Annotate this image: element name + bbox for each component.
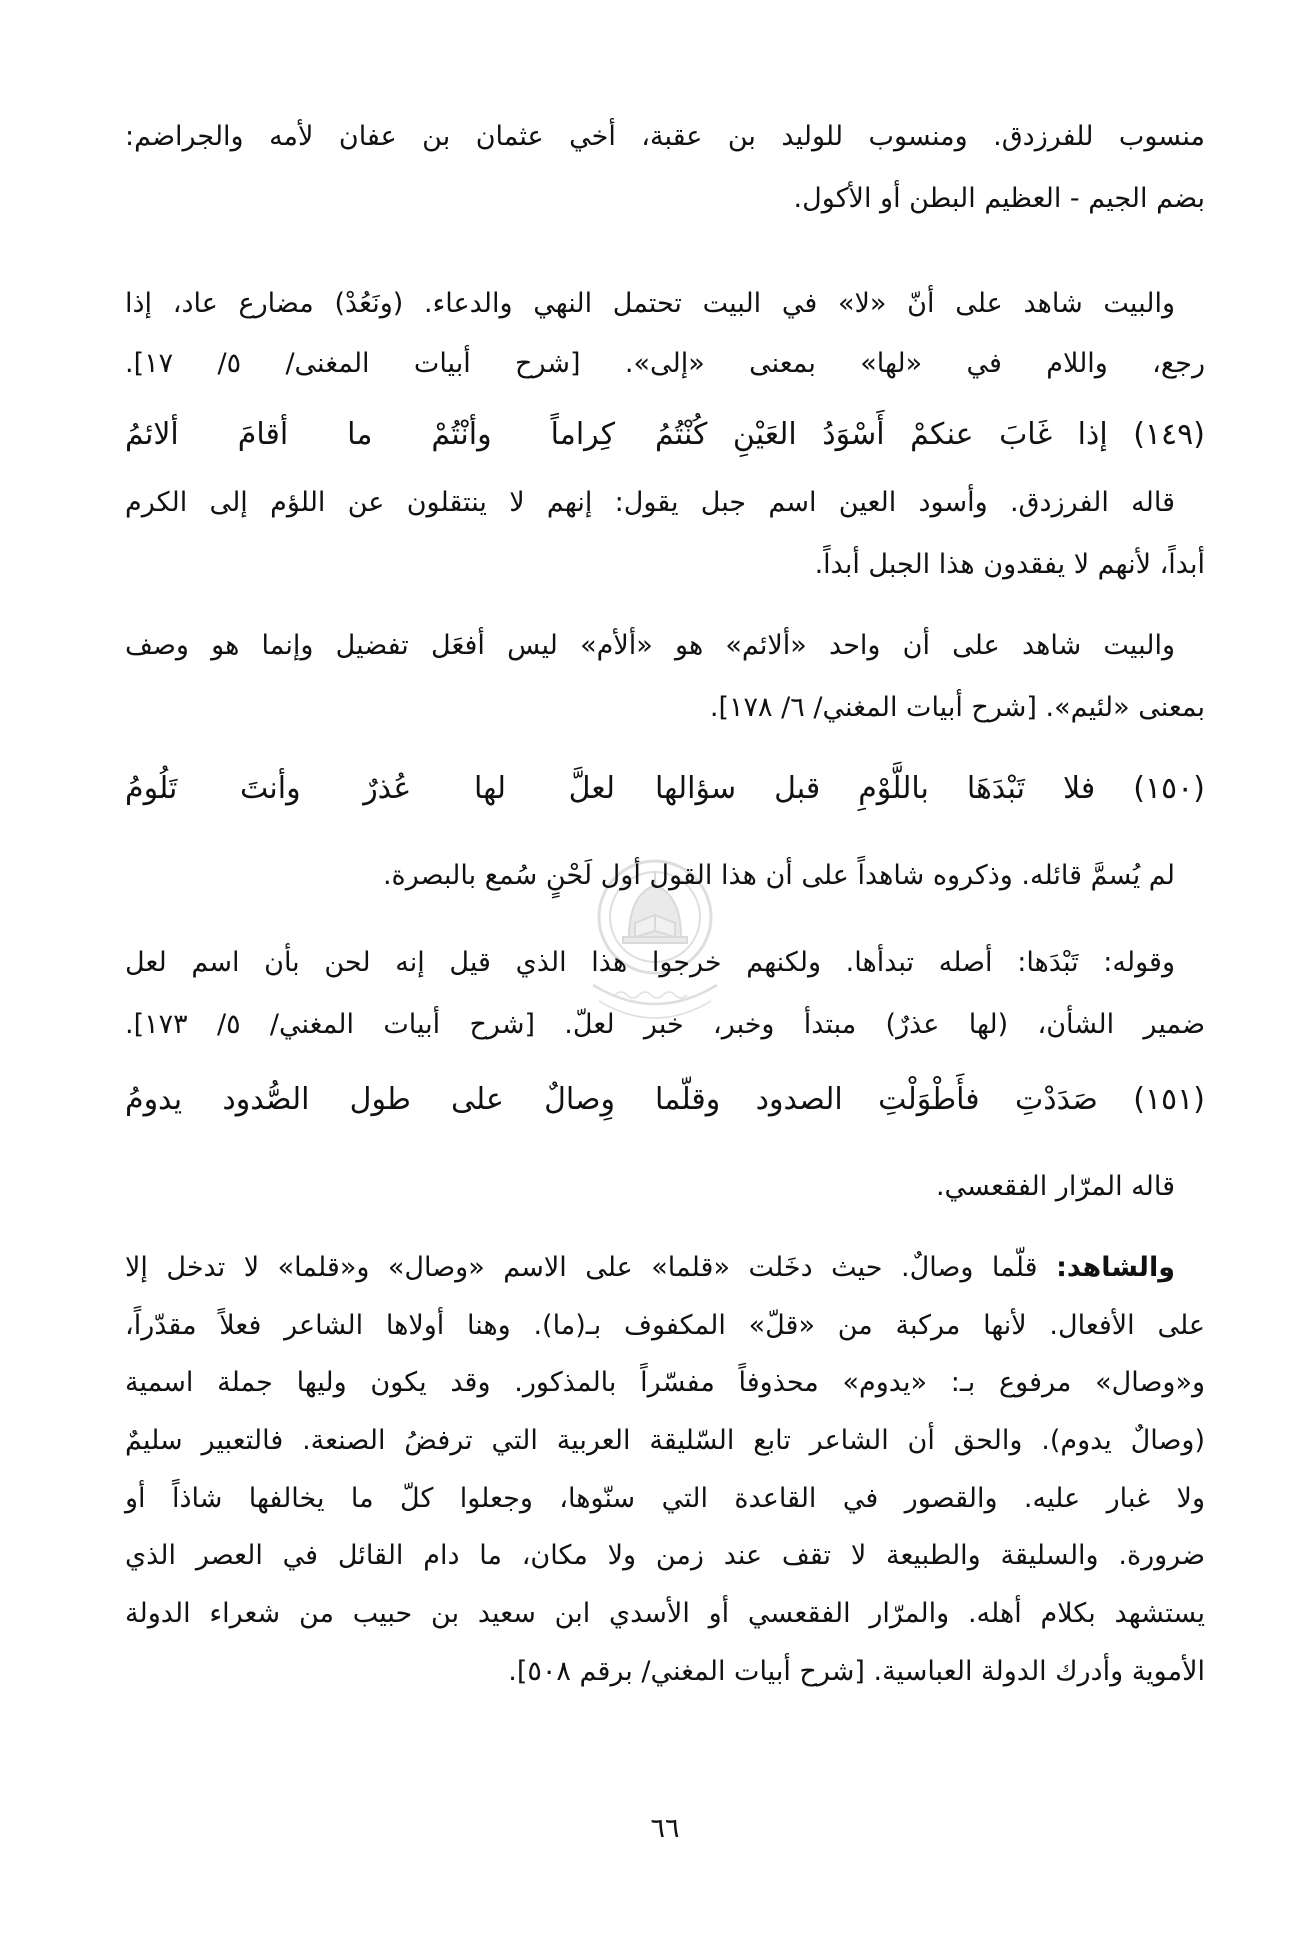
verse-149-first-hemistich — [655, 410, 1205, 460]
witness-151-line-8: الأموية وأدرك الدولة العباسية. [شرح أبيات المغني/ برقم ٥٠٨]. — [508, 1656, 1205, 1687]
witness-151-label: والشاهد: — [1056, 1252, 1175, 1283]
page-number: ٦٦ — [650, 1813, 680, 1844]
verse-150 — [125, 764, 1205, 814]
verse-150-second-hemistich: لعلَّ لها عُذرٌ وأنتَ تَلُومُ — [125, 771, 615, 806]
witness-151-line-7: يستشهد بكلام أهله. والمرّار الفقعسي أو الأسدي ابن سعيد بن حبيب من شعراء الدولة — [125, 1598, 1205, 1629]
witness-151-line-4: (وصالٌ يدوم). والحق أن الشاعر تابع السّليقة العربية التي ترفضُ الصنعة. فالتعبير سليمٌ — [125, 1425, 1205, 1456]
prev-witness-line-1: والبيت شاهد على أنّ «لا» في البيت تحتمل النهي والدعاء. (ونَعُدْ) مضارع عاد، إذا — [125, 288, 1175, 319]
comment-149-line-2: أبداً، لأنهم لا يفقدون هذا الجبل أبداً. — [814, 549, 1205, 580]
witness-151-line-2: على الأفعال. لأنها مركبة من «قلّ» المكفوف بـ(ما). وهنا أولاها الشاعر فعلاً مقدّراً، — [125, 1310, 1205, 1341]
verse-151-second-hemistich: وِصالٌ على طول الصُّدود يدومُ — [125, 1082, 615, 1117]
explanation-150-line-1: وقوله: تَبْدَها: أصله تبدأها. ولكنهم خرجوا هذا الذي قيل إنه لحن بأن اسم لعل — [125, 947, 1175, 978]
verse-151-first-hemistich — [655, 1075, 1205, 1125]
verse-149 — [125, 410, 1205, 460]
verse-151 — [125, 1075, 1205, 1125]
verse-149-first-text: إذا غَابَ عنكمْ أَسْوَدُ العَيْنِ كُنْتُمُ — [655, 417, 1108, 452]
witness-151-line-3: و«وصال» مرفوع بـ: «يدوم» محذوفاً مفسّراً بالمذكور. وقد يكون وليها جملة اسمية — [125, 1367, 1205, 1398]
verse-151-number: (١٥١) — [1133, 1082, 1205, 1117]
verse-150-number: (١٥٠) — [1133, 771, 1205, 806]
book-emblem — [635, 915, 675, 937]
verse-149-number: (١٤٩) — [1133, 417, 1205, 452]
witness-149-line-2: بمعنى «لئيم». [شرح أبيات المغني/ ٦/ ١٧٨]. — [709, 692, 1205, 723]
verse-150-first-text: فلا تَبْدَهَا باللَّوْمِ قبل سؤالها — [655, 771, 1096, 806]
verse-151-first-text: صَدَدْتِ فأَطْوَلْتِ الصدود وقلّما — [655, 1082, 1098, 1117]
explanation-150-line-2: ضمير الشأن، (لها عذرٌ) مبتدأ وخبر، خبر لعلّ. [شرح أبيات المغني/ ٥/ ١٧٣]. — [125, 1009, 1205, 1040]
verse-149-second-hemistich: كِراماً وأنْتُمْ ما أقامَ ألائمُ — [125, 417, 615, 452]
prev-note-line-1: منسوب للفرزدق. ومنسوب للوليد بن عقبة، أخي عثمان بن عفان لأمه والجراضم: — [125, 121, 1205, 152]
attribution-151-line-1: قاله المرّار الفقعسي. — [935, 1171, 1175, 1202]
witness-149-line-1: والبيت شاهد على أن واحد «ألائم» هو «ألأم» ليس أفعَل تفضيل وإنما هو وصف — [125, 630, 1175, 661]
comment-150-line-1: لم يُسمَّ قائله. وذكروه شاهداً على أن هذا القول أول لَحْنٍ سُمع بالبصرة. — [382, 860, 1175, 891]
comment-149-line-1: قاله الفرزدق. وأسود العين اسم جبل يقول: إنهم لا ينتقلون عن اللؤم إلى الكرم — [125, 487, 1175, 518]
witness-151-line-6: ضرورة. والسليقة والطبيعة لا تقف عند زمن ولا مكان، ما دام القائل في العصر الذي — [125, 1540, 1205, 1571]
witness-151-line-1-text: قلّما وصالٌ. حيث دخَلت «قلما» على الاسم «وصال» و«قلما» لا تدخل إلا — [125, 1252, 1038, 1283]
witness-151-line-1 — [125, 1246, 1205, 1290]
witness-151-line-5: ولا غبار عليه. والقصور في القاعدة التي سنّوها، وجعلوا كلّ ما يخالفها شاذاً أو — [125, 1483, 1205, 1514]
prev-note-line-2: بضم الجيم - العظيم البطن أو الأكول. — [793, 183, 1205, 214]
prev-witness-line-2: رجع، واللام في «لها» بمعنى «إلى». [شرح أبيات المغنى/ ٥/ ١٧]. — [125, 348, 1205, 379]
verse-150-first-hemistich — [655, 764, 1205, 814]
